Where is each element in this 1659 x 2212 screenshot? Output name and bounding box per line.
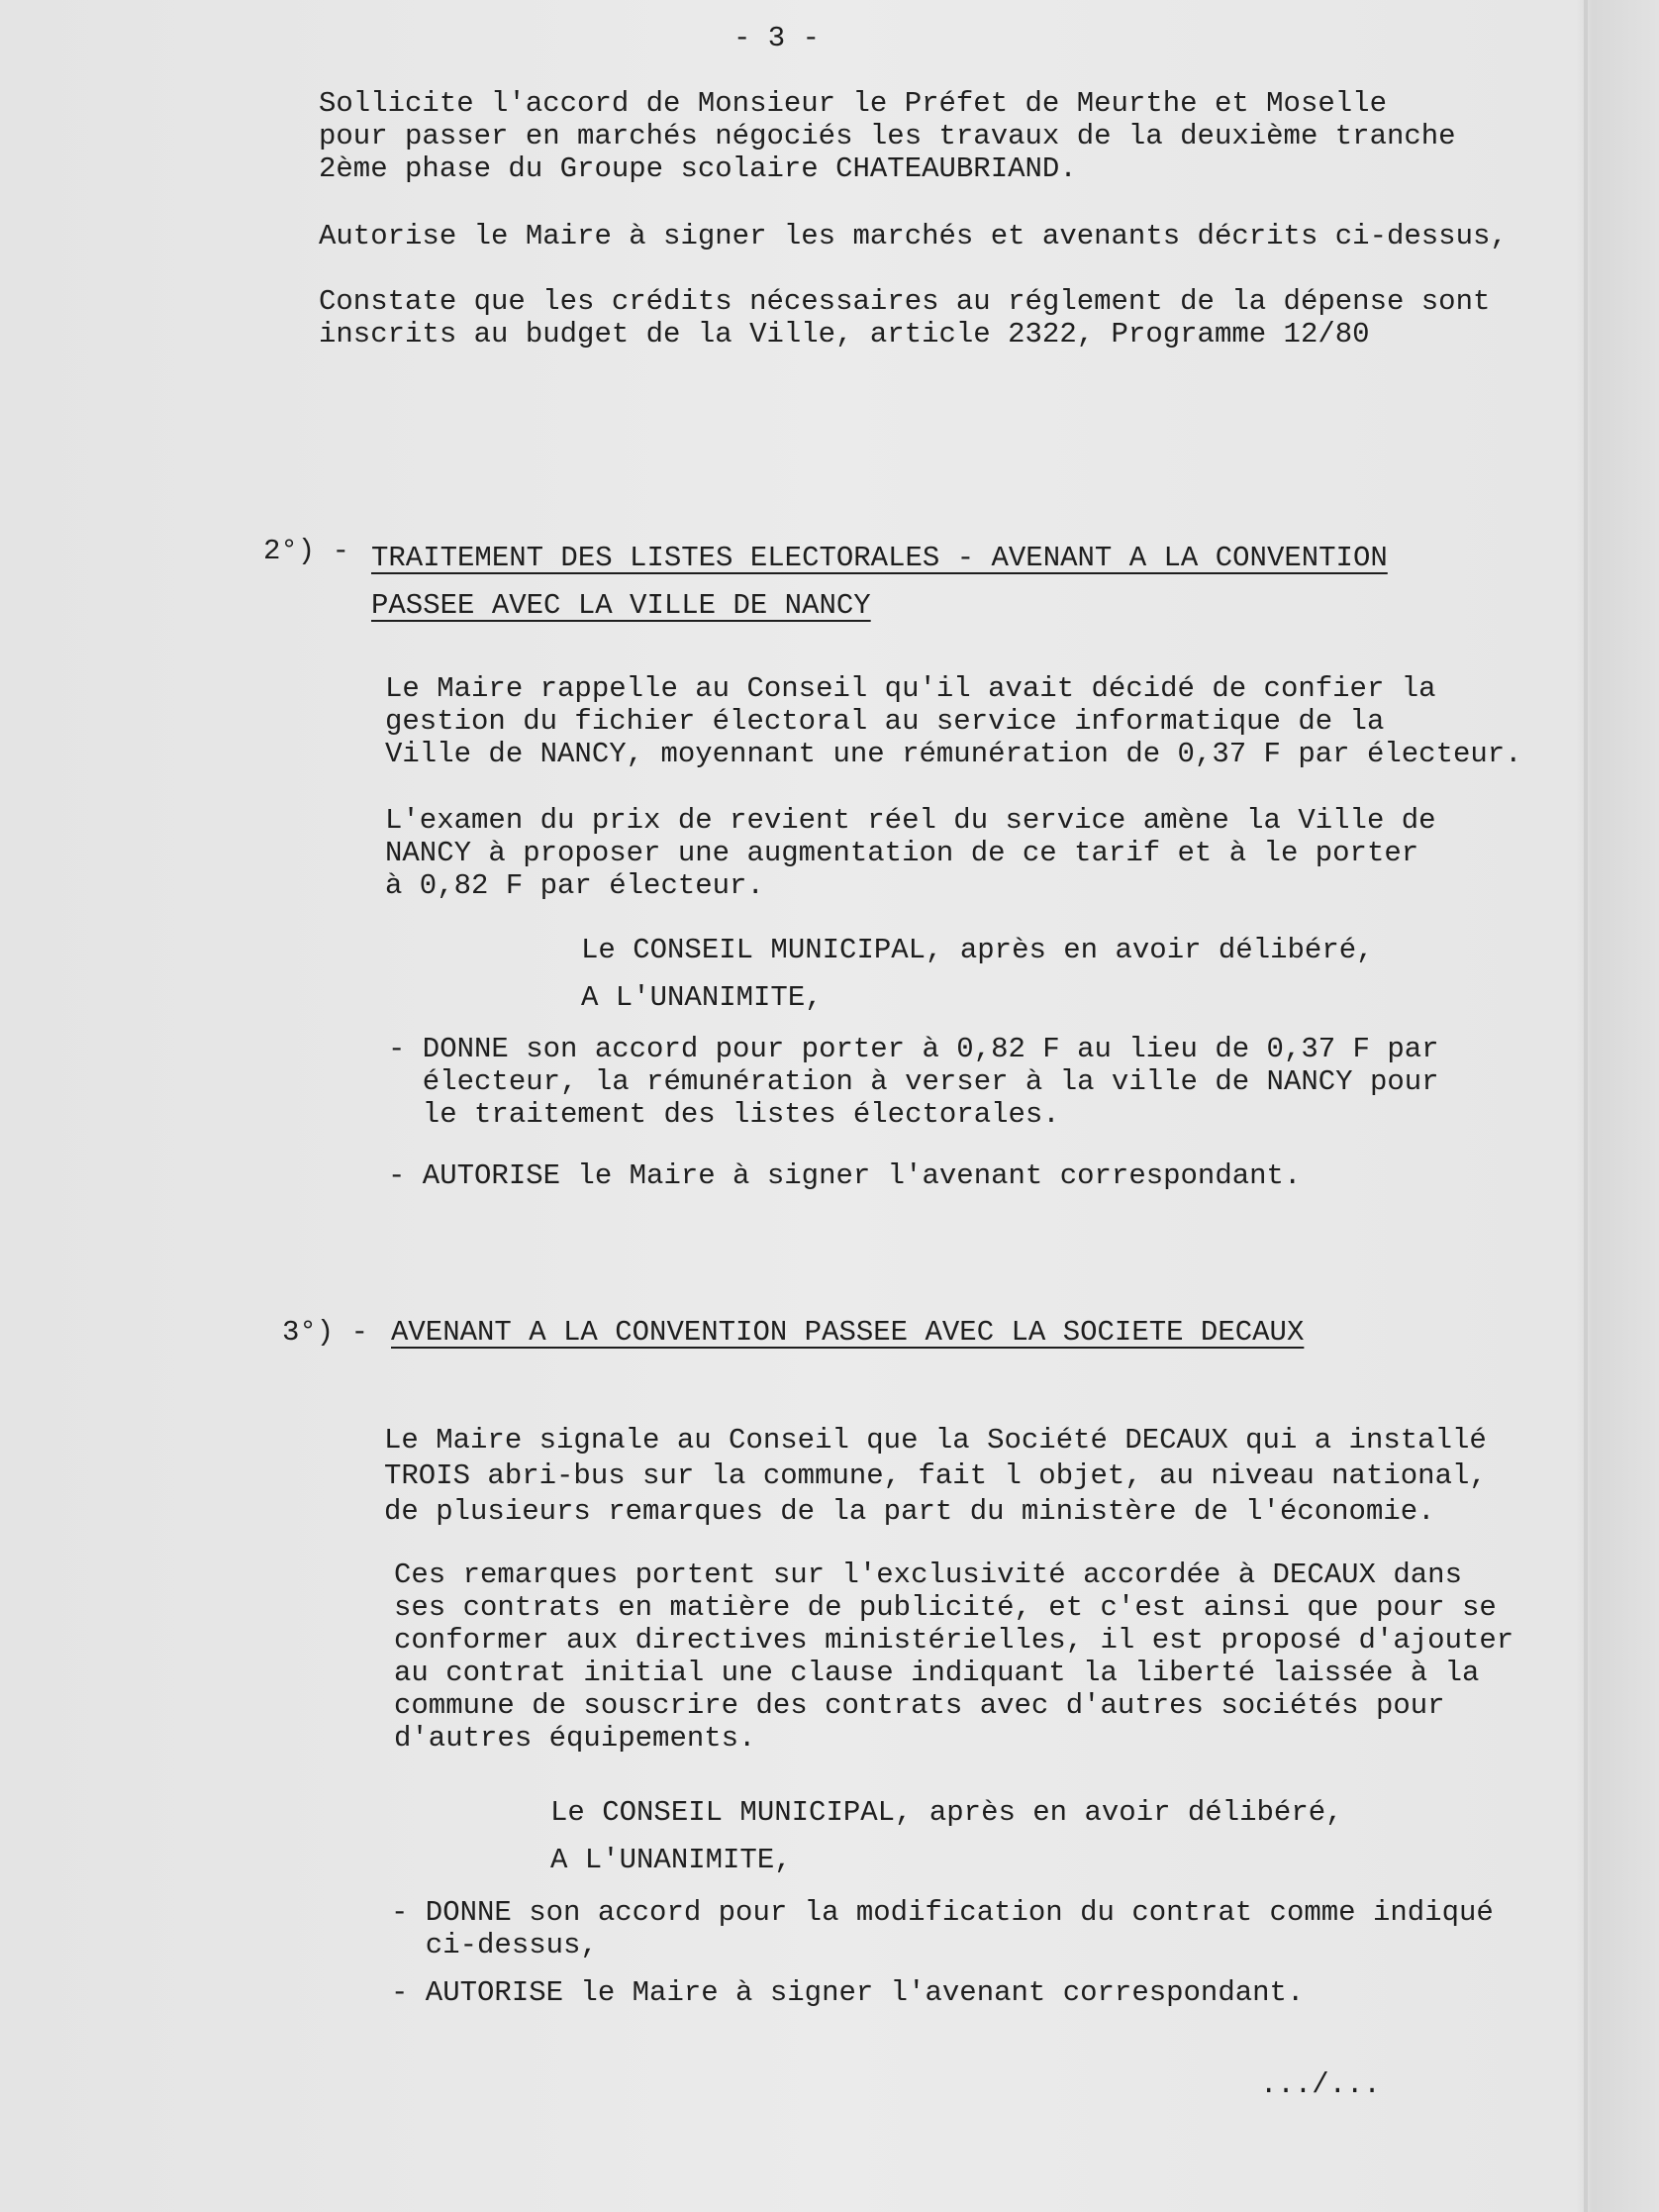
- text-line: Le Maire signale au Conseil que la Société DECAUX qui a installé: [384, 1424, 1487, 1457]
- text-line: inscrits au budget de la Ville, article 2322, Programme 12/80: [319, 318, 1370, 351]
- text-line: ses contrats en matière de publicité, et c'est ainsi que pour se: [394, 1591, 1497, 1624]
- section-2-bullet-2: [388, 1159, 1301, 1192]
- text-line: électeur, la rémunération à verser à la ville de NANCY pour: [388, 1065, 1439, 1098]
- section-2-number: 2°) -: [263, 535, 350, 567]
- text-line: - DONNE son accord pour la modification du contrat comme indiqué: [391, 1896, 1494, 1929]
- section-3-bullet-1: [391, 1896, 1494, 1961]
- title-line: PASSEE AVEC LA VILLE DE NANCY: [371, 589, 871, 622]
- text-line: le traitement des listes électorales.: [388, 1098, 1060, 1131]
- section-2-vote: A L'UNANIMITE,: [581, 981, 823, 1014]
- section-3-number: 3°) -: [282, 1316, 369, 1349]
- text-line: - DONNE son accord pour porter à 0,82 F au lieu de 0,37 F par: [388, 1033, 1439, 1065]
- section-2-bullet-1: [388, 1033, 1439, 1131]
- text-line: de plusieurs remarques de la part du ministère de l'économie.: [384, 1495, 1435, 1528]
- continuation-mark: .../...: [1260, 2068, 1381, 2101]
- text-line: - AUTORISE le Maire à signer l'avenant correspondant.: [391, 1976, 1305, 2009]
- page-number: - 3 -: [733, 22, 821, 54]
- text-line: à 0,82 F par électeur.: [385, 869, 764, 902]
- text-line: NANCY à proposer une augmentation de ce tarif et à le porter: [385, 837, 1419, 869]
- text-line: gestion du fichier électoral au service informatique de la: [385, 705, 1385, 738]
- section-3-conseil: Le CONSEIL MUNICIPAL, après en avoir délibéré,: [550, 1796, 1343, 1829]
- text-line: pour passer en marchés négociés les travaux de la deuxième tranche: [319, 120, 1456, 152]
- section-2-conseil: Le CONSEIL MUNICIPAL, après en avoir délibéré,: [581, 934, 1374, 966]
- text-line: Sollicite l'accord de Monsieur le Préfet de Meurthe et Moselle: [319, 87, 1387, 120]
- text-line: Constate que les crédits nécessaires au réglement de la dépense sont: [319, 285, 1491, 318]
- page-edge: [1584, 0, 1588, 2212]
- text-line: Ces remarques portent sur l'exclusivité accordée à DECAUX dans: [394, 1558, 1462, 1591]
- text-line: ci-dessus,: [391, 1929, 598, 1961]
- title-line: TRAITEMENT DES LISTES ELECTORALES - AVENANT A LA CONVENTION: [371, 542, 1388, 574]
- text-line: d'autres équipements.: [394, 1722, 756, 1755]
- section-3-bullet-2: [391, 1976, 1304, 2009]
- text-line: conformer aux directives ministérielles, il est proposé d'ajouter: [394, 1624, 1514, 1657]
- section-2-paragraph-2: [385, 804, 1436, 902]
- text-line: commune de souscrire des contrats avec d'autres sociétés pour: [394, 1689, 1445, 1722]
- section-2-paragraph-1: [385, 672, 1522, 770]
- section-3-title: AVENANT A LA CONVENTION PASSEE AVEC LA SOCIETE DECAUX: [391, 1316, 1305, 1349]
- text-line: Autorise le Maire à signer les marchés et avenants décrits ci-dessus,: [319, 220, 1508, 252]
- intro-paragraph-1: [319, 87, 1456, 185]
- section-3-paragraph-2: [394, 1558, 1513, 1755]
- section-3-paragraph-1: [384, 1423, 1487, 1530]
- text-line: TROIS abri-bus sur la commune, fait l objet, au niveau national,: [384, 1459, 1487, 1492]
- intro-paragraph-2: [319, 220, 1508, 252]
- intro-paragraph-3: [319, 285, 1490, 351]
- section-2-title: [371, 535, 1388, 630]
- text-line: L'examen du prix de revient réel du service amène la Ville de: [385, 804, 1436, 837]
- text-line: - AUTORISE le Maire à signer l'avenant correspondant.: [388, 1159, 1302, 1192]
- text-line: 2ème phase du Groupe scolaire CHATEAUBRIAND.: [319, 152, 1077, 185]
- text-line: Ville de NANCY, moyennant une rémunération de 0,37 F par électeur.: [385, 738, 1522, 770]
- text-line: au contrat initial une clause indiquant la liberté laissée à la: [394, 1657, 1480, 1689]
- text-line: Le Maire rappelle au Conseil qu'il avait décidé de confier la: [385, 672, 1436, 705]
- section-3-vote: A L'UNANIMITE,: [550, 1844, 792, 1876]
